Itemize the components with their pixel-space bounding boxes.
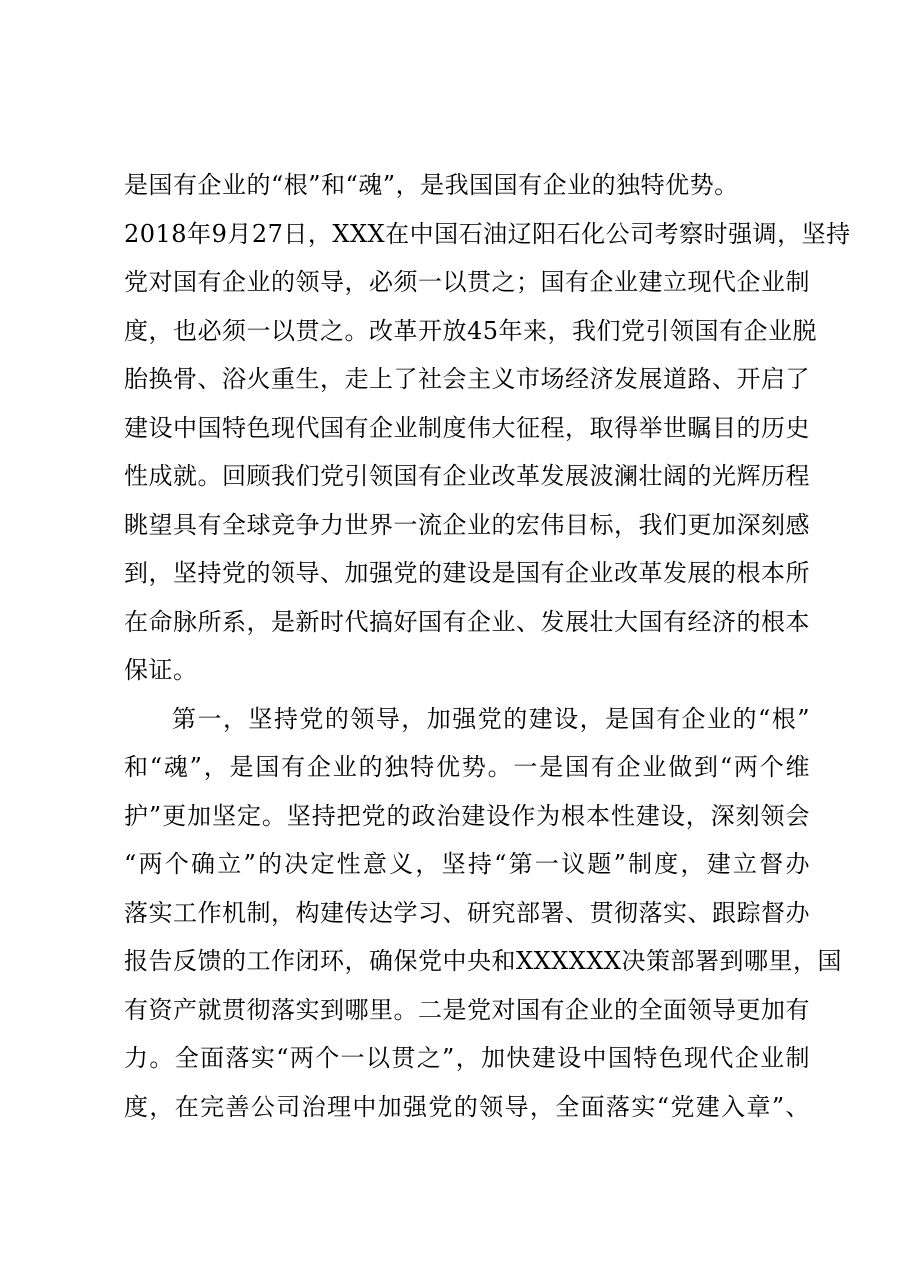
p1-line-4: 度，也必须一以贯之。改革开放45年来，我们党引领国有企业脱 [124,316,818,345]
p2-line-9: 度，在完善公司治理中加强党的领导，全面落实“党建入章”、 [124,1092,810,1121]
p1-line-9: 到，坚持党的领导、加强党的建设是国有企业改革发展的根本所 [124,559,810,587]
p1-line-6: 建设中国特色现代国有企业制度伟大征程，取得举世瞩目的历史 [124,413,810,442]
p2-line-5: 落实工作机制，构建传达学习、研究部署、贯彻落实、跟踪督办 [124,898,810,927]
p2-line-2: 和“魂”，是国有企业的独特优势。一是国有企业做到“两个维 [124,753,810,781]
p1-line-1: 是国有企业的“根”和“魂”，是我国国有企业的独特优势。 [124,171,739,199]
p1-line-3: 党对国有企业的领导，必须一以贯之；国有企业建立现代企业制 [124,268,810,296]
p1-line-8: 眺望具有全球竞争力世界一流企业的宏伟目标，我们更加深刻感 [124,510,810,539]
p2-line-6: 报告反馈的工作闭环，确保党中央和XXXXXX决策部署到哪里，国 [124,947,843,975]
p1-line-10: 在命脉所系，是新时代搞好国有企业、发展壮大国有经济的根本 [124,607,810,636]
p2-line-1: 第一，坚持党的领导，加强党的建设，是国有企业的“根” [172,704,810,733]
p1-line-7: 性成就。回顾我们党引领国有企业改革发展波澜壮阔的光辉历程 [124,462,810,490]
p2-line-7: 有资产就贯彻落实到哪里。二是党对国有企业的全面领导更加有 [124,995,810,1024]
p2-line-8: 力。全面落实“两个一以贯之”，加快建设中国特色现代企业制 [124,1044,810,1072]
p2-line-4: “两个确立”的决定性意义，坚持“第一议题”制度，建立督办 [124,850,810,878]
p1-line-11: 保证。 [124,656,198,684]
p2-line-3: 护”更加坚定。坚持把党的政治建设作为根本性建设，深刻领会 [124,801,810,830]
body-text [124,161,851,1131]
p1-line-2: 2018年9月27日，XXX在中国石油辽阳石化公司考察时强调，坚持 [124,219,851,248]
p1-line-5: 胎换骨、浴火重生，走上了社会主义市场经济发展道路、开启了 [124,365,810,393]
